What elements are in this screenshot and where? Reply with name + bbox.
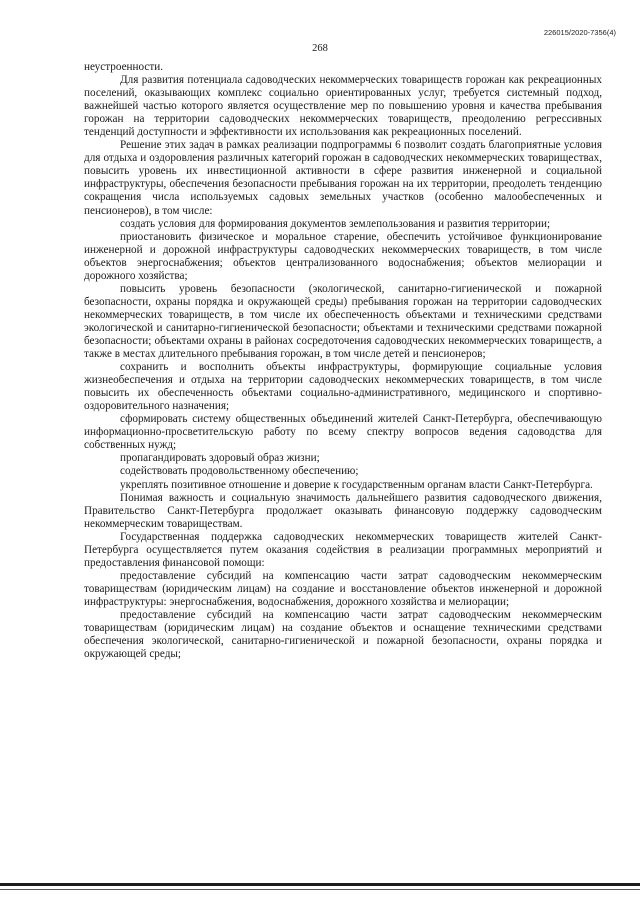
page-bottom-rule-thin bbox=[0, 889, 640, 890]
list-item-safety-level: повысить уровень безопасности (экологической, санитарно-гигиенической и пожарной безопасности, охраны порядка и окружающей среды) пребывания горожан на территории садоводческих некоммерческих товариществ, в том числе их обеспеченность объектами и техническими средствами экологической и санитарно-гигиенической безопасности; объектами и техническими средствами пожарной безопасности; объектами охраны в районах сосредоточения садоводческих некоммерческих товариществ, а также в местах длительного пребывания горожан, в том числе детей и пенсионеров; bbox=[84, 282, 602, 361]
list-item-subsidy-safety: предоставление субсидий на компенсацию части затрат садоводческим некоммерческим товариществам (юридическим лицам) на создание объектов и оснащение техническими средствами обеспечения экологической, санитарно-гигиенической и пожарной безопасности, охраны порядка и окружающей среды; bbox=[84, 608, 602, 661]
list-item-healthy-lifestyle: пропагандировать здоровый образ жизни; bbox=[120, 452, 320, 465]
list-item-social-infrastructure: сохранить и восполнить объекты инфраструктуры, формирующие социальные условия жизнеобеспечения и отдыха на территории садоводческих некоммерческих товариществ, в том числе повысить их обеспеченность объектами социально-административного, медицинского и спортивно-оздоровительного назначения; bbox=[84, 361, 602, 413]
document-body bbox=[84, 61, 602, 661]
list-item-infrastructure-aging: приостановить физическое и моральное старение, обеспечить устойчивое функционирование инженерной и дорожной инфраструктуры садоводческих некоммерческих товариществ, в том числе объектов энергоснабжения; объектов централизованного водоснабжения; объектов мелиорации и дорожного хозяйства; bbox=[84, 230, 602, 282]
paragraph-subprogram-6-goals: Решение этих задач в рамках реализации подпрограммы 6 позволит создать благоприятные условия для отдыха и оздоровления различных категорий горожан в садоводческих некоммерческих товариществах, повысить уровень их инвестиционной активности в сфере развития инженерной и социальной инфраструктуры, обеспечения безопасности пребывания горожан на их территории, преодолеть тенденцию сокращения числа используемых садовых земельных участков (особенно малообеспеченных и пенсионеров), в том числе: bbox=[84, 139, 602, 217]
paragraph-state-support-methods: Государственная поддержка садоводческих некоммерческих товариществ жителей Санкт-Петербурга осуществляется путем оказания содействия в реализации программных мероприятий и предоставления финансовой помощи: bbox=[84, 530, 602, 569]
page-bottom-rule bbox=[0, 883, 640, 886]
list-item-land-use-documents: создать условия для формирования документов землепользования и развития территории; bbox=[120, 217, 551, 230]
paragraph-government-support: Понимая важность и социальную значимость дальнейшего развития садоводческого движения, Правительство Санкт-Петербурга продолжает оказывать финансовую поддержку садоводческим некоммерческим товариществам. bbox=[84, 491, 602, 530]
list-item-food-supply: содействовать продовольственному обеспечению; bbox=[120, 465, 359, 478]
list-item-public-associations: сформировать систему общественных объединений жителей Санкт-Петербурга, обеспечивающую информационно-просветительскую работу по всему спектру вопросов ведения садоводства для собственных нужд; bbox=[84, 413, 602, 452]
list-item-trust-in-authorities: укреплять позитивное отношение и доверие к государственным органам власти Санкт-Петербурга. bbox=[120, 478, 593, 491]
document-registration-number: 226015/2020-7356(4) bbox=[543, 28, 616, 37]
list-item-subsidy-infrastructure: предоставление субсидий на компенсацию части затрат садоводческим некоммерческим товариществам (юридическим лицам) на создание и восстановление объектов инженерной и дорожной инфраструктуры: энергоснабжения, водоснабжения, дорожного хозяйства и мелиорации; bbox=[84, 569, 602, 608]
paragraph-continuation: неустроенности. bbox=[84, 61, 164, 73]
page-number: 268 bbox=[312, 43, 328, 54]
paragraph-development-potential: Для развития потенциала садоводческих некоммерческих товариществ горожан как рекреационных поселений, оказывающих комплекс социально ориентированных услуг, требуется системный подход, важнейшей частью которого является осуществление мер по повышению уровня и качества пребывания горожан на территории садоводческих некоммерческих товариществ, преодолению регрессивных тенденций доступности и эффективности их использования как рекреационных поселений. bbox=[84, 74, 602, 139]
